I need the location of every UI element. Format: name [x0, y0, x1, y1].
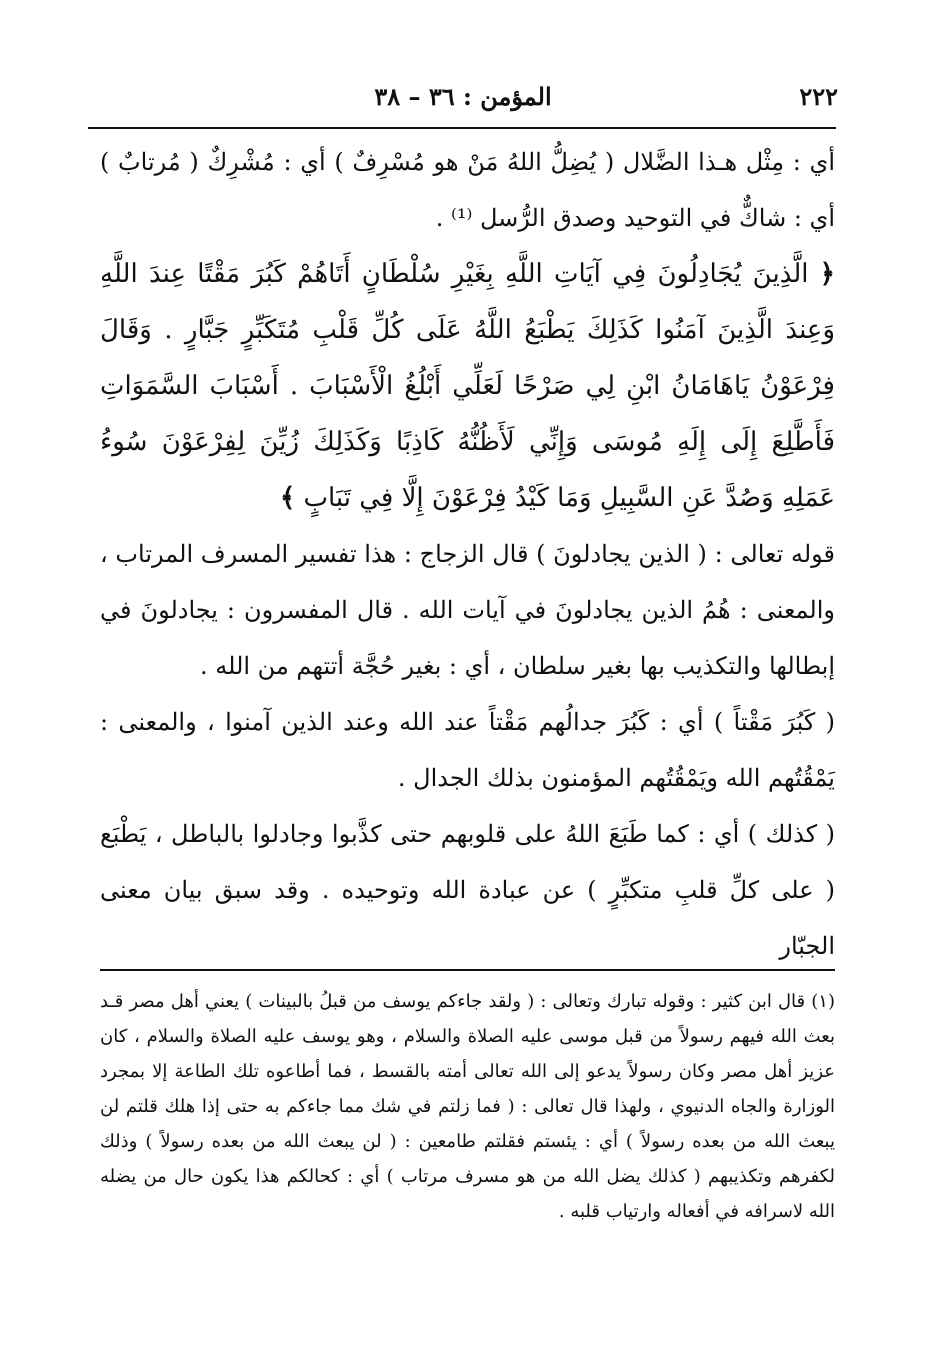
header-divider — [88, 127, 836, 129]
paragraph-intro: أي : مِثْل هـذا الضَّلال ( يُضِلُّ اللهُ مَنْ هو مُسْرِفٌ ) أي : مُشْرِكٌ ( مُرتابٌ ) أي : شاكٌّ في التوحيد وصدق الرُّسل ⁽¹⁾ . — [100, 148, 836, 232]
paragraph-commentary-1: قوله تعالى : ( الذين يجادلونَ ) قال الزجاج : هذا تفسير المسرف المرتاب ، والمعنى : هُمُ الذين يجادلونَ في آيات الله . قال المفسرون : يجادلونَ في إبطالها والتكذيب بها بغير سلطان ، أي : بغير حُجَّة أتتهم من الله . — [100, 540, 835, 680]
running-title: المؤمن : ٣٦ – ٣٨ — [374, 82, 552, 111]
quran-verse-text: الَّذِينَ يُجَادِلُونَ فِي آيَاتِ اللَّهِ بِغَيْرِ سُلْطَانٍ أَتَاهُمْ كَبُرَ مَقْتًا عِندَ اللَّهِ وَعِندَ الَّذِينَ آمَنُوا كَذَلِكَ يَطْبَعُ اللَّهُ عَلَى كُلِّ قَلْبِ مُتَكَبِّرٍ جَبَّارٍ . وَقَالَ فِرْعَوْنُ يَاهَامَانُ ابْنِ لِي صَرْحًا لَعَلِّي أَبْلُغُ الْأَسْبَابَ . أَسْبَابَ السَّمَوَاتِ فَأَطَّلِعَ إِلَى إِلَهِ مُوسَى وَإِنِّي لَأَظُنُّهُ كَاذِبًا وَكَذَلِكَ زُيِّنَ لِفِرْعَوْنَ سُوءُ عَمَلِهِ وَصُدَّ عَنِ السَّبِيلِ وَمَا كَيْدُ فِرْعَوْنَ إِلَّا فِي تَبَابٍ — [100, 259, 835, 513]
paragraph-commentary-3: ( كذلك ) أي : كما طَبَعَ اللهُ على قلوبهم حتى كذَّبوا وجادلوا بالباطل ، يَطْبَع ( على كلِّ قلبِ متكبِّرٍ ) عن عبادة الله وتوحيده . وقد سبق بيان معنى الجبّار — [100, 820, 835, 960]
quran-verse-block — [100, 246, 835, 526]
footnote-divider — [100, 969, 835, 971]
page-header — [88, 82, 838, 122]
paragraph-commentary-2: ( كَبُرَ مَقْتاً ) أي : كَبُرَ جدالُهم مَقْتاً عند الله وعند الذين آمنوا ، والمعنى : يَمْقُتُهم الله ويَمْقُتُهم المؤمنون بذلك الجدال . — [100, 708, 835, 792]
page-number: ٢٢٢ — [799, 82, 838, 111]
quran-close-bracket: ﴾ — [279, 483, 296, 513]
quran-open-bracket: ﴿ — [819, 259, 835, 289]
footnotes — [100, 984, 835, 1229]
main-text — [100, 134, 835, 974]
footnote-1: (١) قال ابن كثير : وقوله تبارك وتعالى : ( ولقد جاءكم يوسف من قبلُ بالبينات ) يعني أهل مصر قـد بعث الله فيهم رسولاً من قبل موسى عليه الصلاة والسلام ، وهو يوسف عليه الصلاة والسلام ، كان عزيز أهل مصر وكان رسولاً يدعو إلى الله تعالى أمته بالقسط ، فما أطاعوه تلك الطاعة إلا بمجرد الوزارة والجاه الدنيوي ، ولهذا قال تعالى : ( فما زلتم في شك مما جاءكم به حتى إذا هلك قلتم لن يبعث الله من بعده رسولاً ) أي : يئستم فقلتم طامعين : ( لن يبعث الله من بعده رسولاً ) وذلك لكفرهم وتكذيبهم ( كذلك يضل الله من هو مسرف مرتاب ) أي : كحالكم هذا يكون حال من يضله الله لاسرافه في أفعاله وارتياب قلبه . — [100, 991, 835, 1222]
